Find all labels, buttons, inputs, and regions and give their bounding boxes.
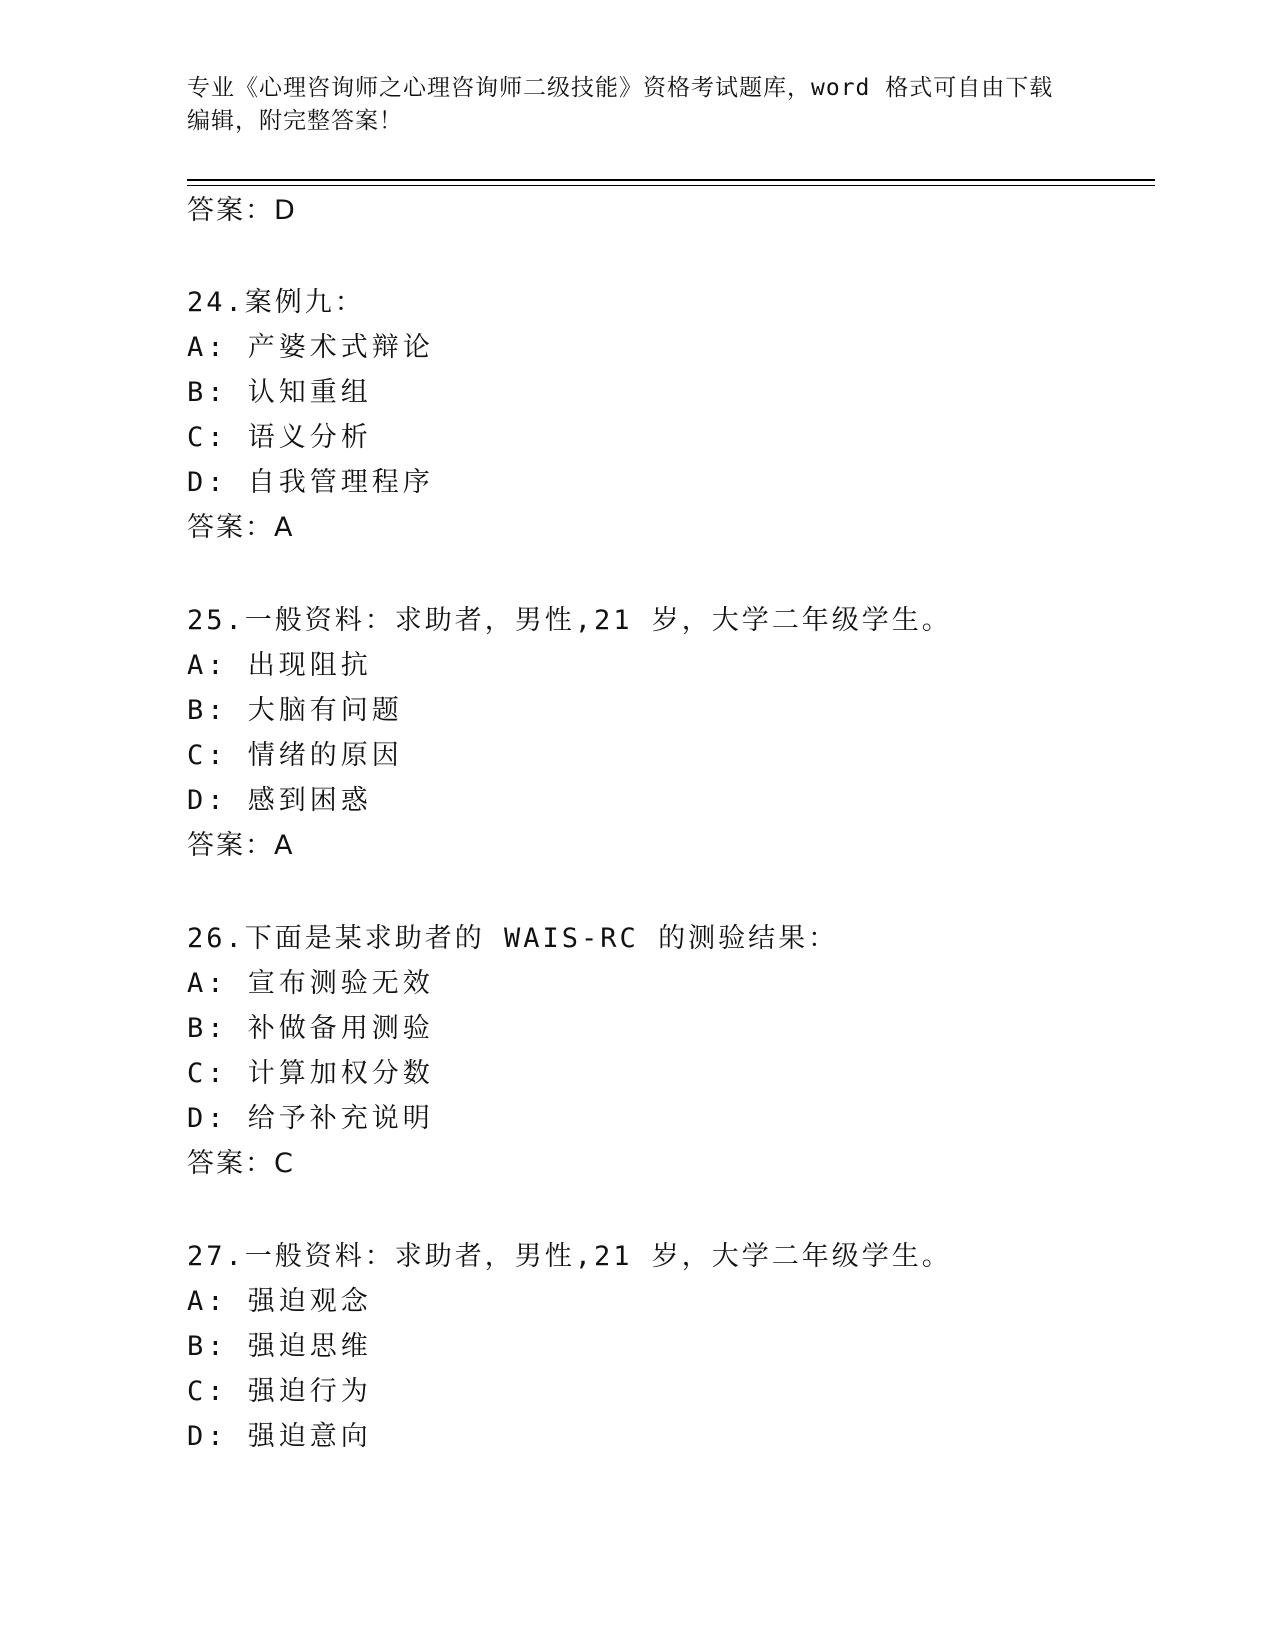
question-25-option-a: A: 出现阻抗 bbox=[187, 650, 372, 681]
header-divider-thick bbox=[187, 179, 1155, 181]
question-27-option-b: B: 强迫思维 bbox=[187, 1331, 372, 1362]
question-24-option-c: C: 语义分析 bbox=[187, 422, 372, 453]
question-24-title: 24.案例九： bbox=[187, 287, 365, 318]
question-25-option-b: B: 大脑有问题 bbox=[187, 695, 403, 726]
header-divider-thin bbox=[187, 185, 1155, 186]
question-26-option-b: B: 补做备用测验 bbox=[187, 1013, 434, 1044]
question-27-option-a: A: 强迫观念 bbox=[187, 1286, 372, 1317]
question-27-option-d: D: 强迫意向 bbox=[187, 1421, 372, 1452]
question-27-option-c: C: 强迫行为 bbox=[187, 1376, 372, 1407]
question-24-option-b: B: 认知重组 bbox=[187, 377, 372, 408]
header-line-1: 专业《心理咨询师之心理咨询师二级技能》资格考试题库，word 格式可自由下载 bbox=[187, 75, 1054, 101]
question-24-answer: 答案：A bbox=[187, 512, 295, 543]
question-27-title: 27.一般资料：求助者，男性,21 岁，大学二年级学生。 bbox=[187, 1241, 952, 1272]
question-24-option-d: D: 自我管理程序 bbox=[187, 467, 434, 498]
question-25-option-d: D: 感到困惑 bbox=[187, 785, 372, 816]
question-24-option-a: A: 产婆术式辩论 bbox=[187, 332, 434, 363]
question-26-option-a: A: 宣布测验无效 bbox=[187, 968, 434, 999]
question-26-answer: 答案：C bbox=[187, 1148, 295, 1179]
question-26-option-c: C: 计算加权分数 bbox=[187, 1058, 434, 1089]
question-26-title: 26.下面是某求助者的 WAIS-RC 的测验结果： bbox=[187, 923, 839, 954]
question-25-answer: 答案：A bbox=[187, 830, 295, 861]
previous-answer: 答案：D bbox=[187, 195, 297, 226]
question-26-option-d: D: 给予补充说明 bbox=[187, 1103, 434, 1134]
header-line-2: 编辑，附完整答案！ bbox=[187, 108, 403, 134]
question-25-title: 25.一般资料：求助者，男性,21 岁，大学二年级学生。 bbox=[187, 605, 952, 636]
question-25-option-c: C: 情绪的原因 bbox=[187, 740, 403, 771]
document-header bbox=[187, 72, 1087, 138]
